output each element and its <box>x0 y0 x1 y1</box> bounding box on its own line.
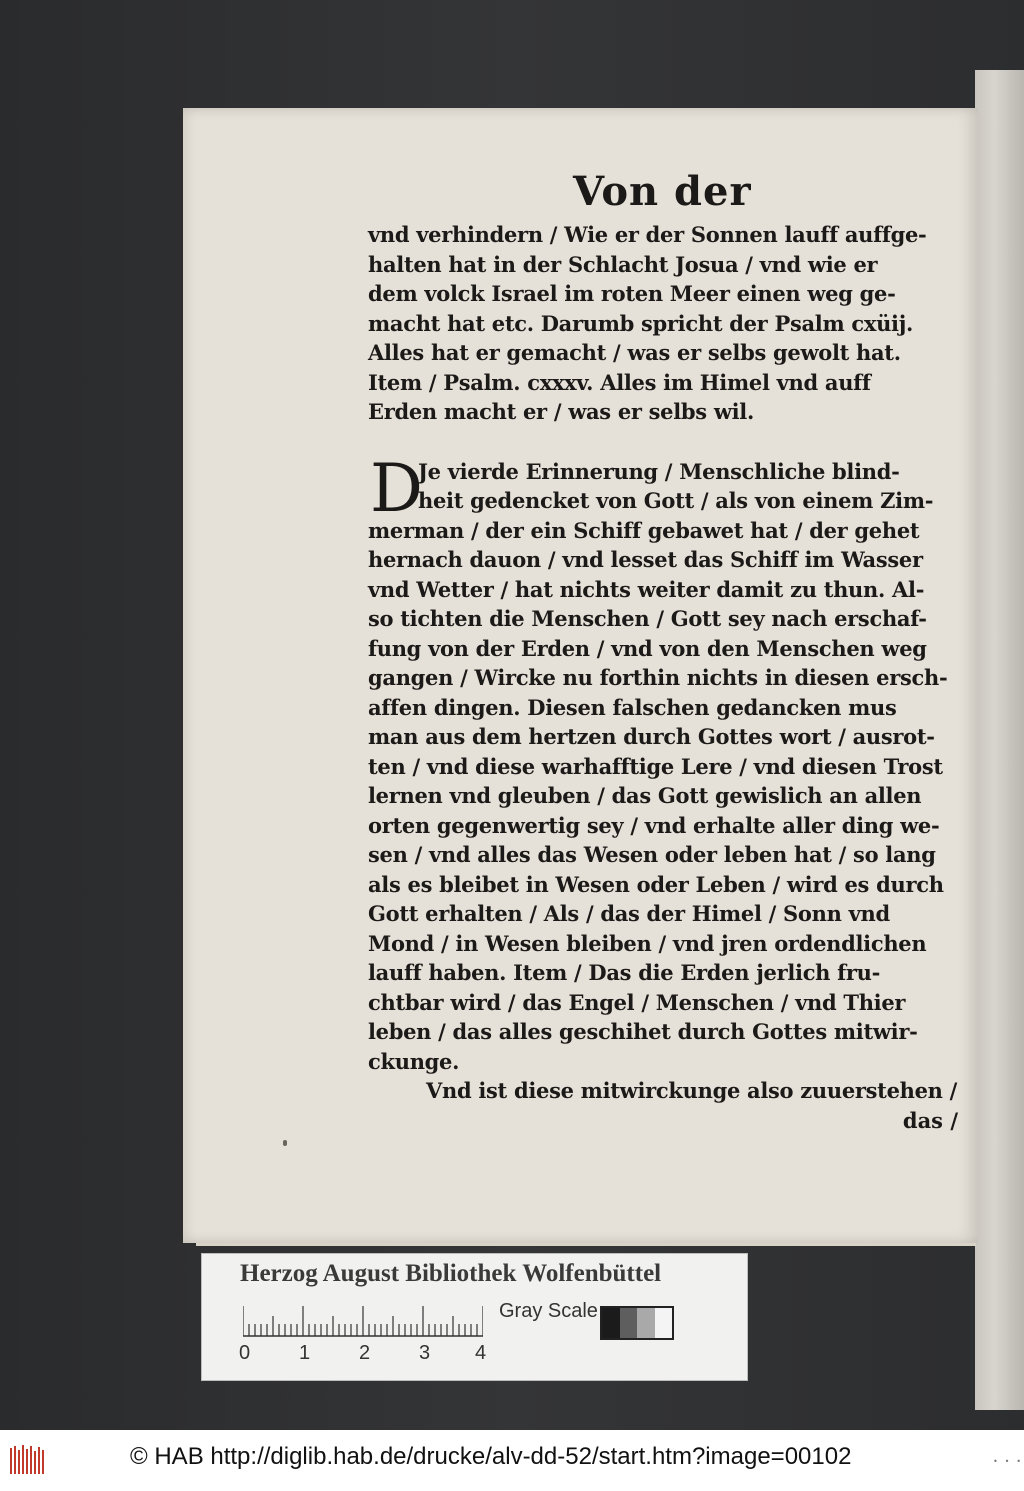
text-line: chtbar wird / das Engel / Menschen / vnd Thier <box>368 989 906 1015</box>
gray-patch <box>655 1308 673 1338</box>
ruler-number: 2 <box>359 1342 371 1364</box>
footer-dots: • • • <box>993 1457 1023 1466</box>
text-line: Item / Psalm. cxxxv. Alles im Himel vnd auff <box>368 369 871 395</box>
text-line: Je vierde Erinnerung / Menschliche blind- <box>418 458 900 484</box>
text-line: Alles hat er gemacht / was er selbs gewolt hat. <box>368 340 901 365</box>
text-line: hernach dauon / vnd lesset das Schiff im Wasser <box>368 547 923 572</box>
running-head: Von der <box>573 168 752 215</box>
paper-blemish <box>283 1140 287 1146</box>
gray-patch <box>620 1308 638 1338</box>
page-text <box>368 220 970 1135</box>
paragraph-gap <box>368 427 970 457</box>
facing-page-edge <box>975 70 1024 1410</box>
text-line: Erden macht er / was er selbs wil. <box>368 399 754 424</box>
ruler-number: 0 <box>239 1342 251 1364</box>
hab-logo-icon <box>8 1442 48 1478</box>
paragraph-1 <box>368 220 970 427</box>
catchword: das / <box>902 1107 958 1133</box>
text-line: ten / vnd diese warhafftige Lere / vnd diesen Trost <box>368 753 943 779</box>
paragraph-2 <box>368 449 970 1077</box>
copyright-url[interactable]: © HAB http://diglib.hab.de/drucke/alv-dd-52/start.htm?image=00102 <box>130 1443 852 1470</box>
gray-patch <box>637 1308 655 1338</box>
text-line: leben / das alles geschihet durch Gottes mitwir- <box>368 1019 918 1044</box>
text-line: merman / der ein Schiff gebawet hat / der gehet <box>368 517 920 543</box>
text-line: heit gedencket von Gott / als von einem Zim- <box>418 488 934 513</box>
text-line: orten gegenwertig sey / vnd erhalte aller ding we- <box>368 812 940 838</box>
ruler-number: 3 <box>419 1342 431 1364</box>
gray-patch <box>602 1308 620 1338</box>
text-line: fung von der Erden / vnd von den Menschen weg <box>368 635 927 661</box>
text-line: vnd verhindern / Wie er der Sonnen lauff auffge- <box>368 222 927 247</box>
text-line: sen / vnd alles das Wesen oder leben hat / so lang <box>368 842 936 867</box>
text-line: vnd Wetter / hat nichts weiter damit zu thun. Al- <box>368 576 925 602</box>
text-line: Gott erhalten / Als / das der Himel / Sonn vnd <box>368 901 890 926</box>
text-line: macht hat etc. Darumb spricht der Psalm cxüij. <box>368 310 914 336</box>
drop-cap-initial: D <box>370 449 423 527</box>
ruler-scale <box>243 1304 483 1344</box>
text-line: so tichten die Menschen / Gott sey nach erschaf- <box>368 606 927 631</box>
text-line: Mond / in Wesen bleiben / vnd jren ordendlichen <box>368 930 927 956</box>
footer-bar <box>0 1430 1024 1491</box>
ruler-number: 4 <box>475 1342 487 1364</box>
text-line: als es bleibet in Wesen oder Leben / wird es durch <box>368 871 944 897</box>
text-line: affen dingen. Diesen falschen gedancken mus <box>368 694 897 720</box>
text-line: dem volck Israel im roten Meer einen weg ge- <box>368 281 896 306</box>
ruler-number: 1 <box>299 1342 311 1364</box>
ruler-numbers <box>235 1342 495 1370</box>
text-line: gangen / Wircke nu forthin nichts in diesen ersch- <box>368 665 948 690</box>
gray-scale-label: Gray Scale <box>499 1300 598 1322</box>
text-line: lauff haben. Item / Das die Erden jerlich fru- <box>368 960 881 985</box>
color-calibration-card <box>201 1253 748 1381</box>
text-line: man aus dem hertzen durch Gottes wort / ausrot- <box>368 724 935 749</box>
text-line: ckunge. <box>368 1048 460 1074</box>
text-line: Vnd ist diese mitwirckunge also zuuerstehen / <box>426 1078 958 1103</box>
card-title: Herzog August Bibliothek Wolfenbüttel <box>240 1260 662 1287</box>
gray-scale-patches <box>600 1306 674 1340</box>
text-line: lernen vnd gleuben / das Gott gewislich an allen <box>368 783 922 808</box>
text-line: halten hat in der Schlacht Josua / vnd wie er <box>368 251 878 277</box>
